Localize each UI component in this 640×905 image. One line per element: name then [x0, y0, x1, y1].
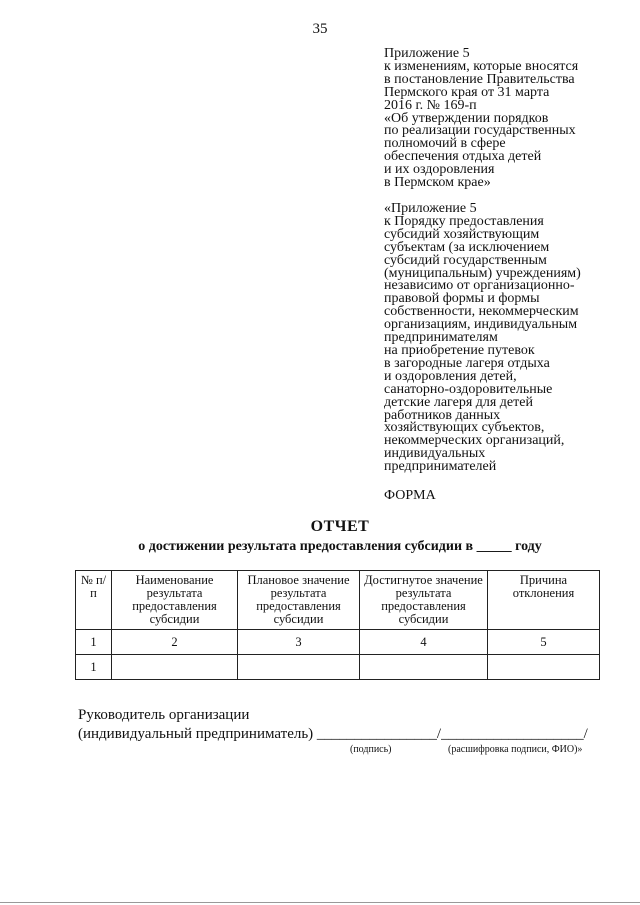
appendix-line: (муниципальным) учреждениям): [384, 265, 581, 281]
appendix-line: работников данных: [384, 407, 501, 423]
header-cell-number: № п/п: [76, 571, 112, 630]
table-header-row: [76, 571, 600, 630]
page-bottom-divider: [0, 902, 640, 903]
appendix-line: «Приложение 5: [384, 201, 477, 216]
appendix-line: индивидуальных: [384, 446, 486, 462]
appendix-line: субсидий государственным: [384, 252, 547, 268]
appendix-line: в Пермском крае»: [384, 175, 491, 191]
table-cell: [360, 655, 488, 680]
appendix-line: 2016 г. № 169-п: [384, 97, 477, 113]
appendix-line: правовой формы и формы: [384, 291, 540, 307]
appendix-line: в постановление Правительства: [384, 71, 575, 87]
header-cell-result-name: Наименование результата предоставления субсидии: [112, 571, 238, 630]
table-cell: 1: [76, 655, 112, 680]
report-title: ОТЧЕТ: [310, 518, 370, 535]
appendix-line: собственности, некоммерческим: [384, 304, 579, 320]
signature-line-entrepreneur: (индивидуальный предприниматель) ________________/___________________/: [78, 726, 588, 742]
form-label: ФОРМА: [384, 488, 436, 503]
appendix-line: санаторно-оздоровительные: [384, 381, 553, 397]
appendix-line: по реализации государственных: [384, 123, 576, 139]
signature-caption-decode: (расшифровка подписи, ФИО)»: [448, 744, 583, 755]
column-number-cell: 5: [488, 630, 600, 655]
signature-block: [78, 706, 588, 744]
column-number-cell: 3: [238, 630, 360, 655]
appendix-line: и их оздоровления: [384, 162, 495, 178]
appendix-line: субъектам (за исключением: [384, 239, 550, 255]
header-cell-planned-value: Плановое значение результата предоставления субсидии: [238, 571, 360, 630]
appendix-line: Пермского края от 31 марта: [384, 84, 550, 100]
table-column-numbers-row: [76, 630, 600, 655]
table-cell: [238, 655, 360, 680]
appendix-header-procedure: [384, 203, 624, 474]
signature-caption-sign: (подпись): [350, 744, 392, 755]
appendix-line: предпринимателям: [384, 330, 498, 346]
appendix-line: к Порядку предоставления: [384, 213, 544, 229]
appendix-line: организациям, индивидуальным: [384, 317, 578, 333]
appendix-line: предпринимателей: [384, 459, 497, 475]
appendix-line: субсидий хозяйствующим: [384, 226, 540, 242]
appendix-line: на приобретение путевок: [384, 342, 535, 358]
appendix-header-amendments: [384, 48, 624, 190]
appendix-line: и оздоровления детей,: [384, 368, 517, 384]
page-number: 35: [312, 21, 328, 37]
appendix-line: независимо от организационно-: [384, 278, 575, 294]
header-cell-achieved-value: Достигнутое значение результата предоставления субсидии: [360, 571, 488, 630]
appendix-line: полномочий в сфере: [384, 136, 506, 152]
appendix-line: Приложение 5: [384, 46, 470, 61]
signature-line-head: Руководитель организации: [78, 707, 250, 723]
appendix-line: детские лагеря для детей: [384, 394, 533, 410]
report-table: [75, 570, 600, 680]
header-cell-deviation-reason: Причина отклонения: [488, 571, 600, 630]
appendix-line: «Об утверждении порядков: [384, 110, 549, 126]
report-subtitle: о достижении результата предоставления субсидии в _____ году: [138, 539, 542, 554]
table-cell: [112, 655, 238, 680]
table-cell: [488, 655, 600, 680]
appendix-line: некоммерческих организаций,: [384, 433, 565, 449]
column-number-cell: 1: [76, 630, 112, 655]
table-row: [76, 655, 600, 680]
appendix-line: к изменениям, которые вносятся: [384, 58, 579, 74]
column-number-cell: 2: [112, 630, 238, 655]
appendix-line: обеспечения отдыха детей: [384, 149, 542, 165]
appendix-line: в загородные лагеря отдыха: [384, 355, 550, 371]
column-number-cell: 4: [360, 630, 488, 655]
appendix-line: хозяйствующих субъектов,: [384, 420, 545, 436]
